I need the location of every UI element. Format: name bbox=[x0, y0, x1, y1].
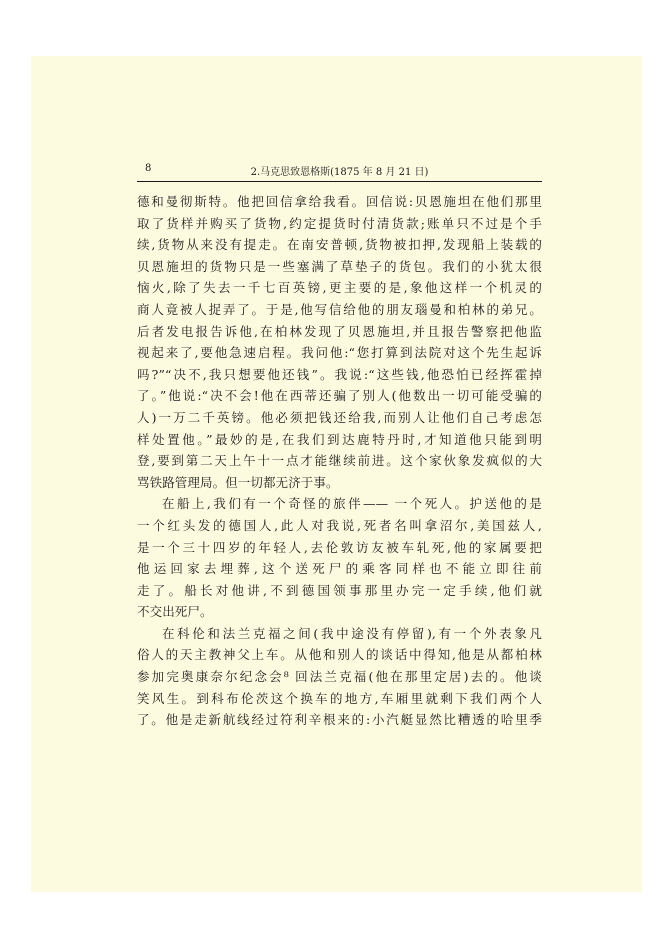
text-line: 参加完奥康奈尔纪念会⁸ 回法兰克福(他在那里定居)去的。他谈 bbox=[137, 669, 542, 685]
text-line: 在科伦和法兰克福之间(我中途没有停留),有一个外表象凡 bbox=[162, 625, 542, 641]
text-line: 后者发电报告诉他,在柏林发现了贝恩施坦,并且报告警察把他监 bbox=[137, 323, 542, 339]
body-text bbox=[137, 191, 542, 731]
text-line: 恼火,除了失去一千七百英镑,更主要的是,象他这样一个机灵的 bbox=[137, 280, 542, 296]
text-line: 了。”他说:“决不会!他在西蒂还骗了别人(他数出一切可能受骗的 bbox=[137, 388, 542, 404]
text-line: 走了。船长对他讲,不到德国领事那里办完一定手续,他们就 bbox=[137, 582, 542, 598]
text-line: 商人竟被人捉弄了。于是,他写信给他的朋友瑙曼和柏林的弟兄。 bbox=[137, 301, 542, 317]
page-number: 8 bbox=[145, 163, 152, 174]
paragraph-3 bbox=[137, 623, 542, 731]
text-line: 在船上,我们有一个奇怪的旅伴—— 一个死人。护送他的是 bbox=[162, 496, 542, 512]
text-line: 了。他是走新航线经过符利辛根来的:小汽艇显然比糟透的哈里季 bbox=[137, 712, 542, 728]
text-line: 续,货物从来没有提走。在南安普顿,货物被扣押,发现船上装载的 bbox=[137, 237, 542, 253]
page-header bbox=[137, 161, 542, 182]
text-line: 视起来了,要他急速启程。我问他:“您打算到法院对这个先生起诉 bbox=[137, 345, 542, 361]
text-line: 人)一万二千英镑。他必须把钱还给我,而别人让他们自己考虑怎 bbox=[137, 409, 542, 425]
paragraph-2 bbox=[137, 493, 542, 623]
paragraph-1 bbox=[137, 191, 542, 493]
text-line: 样处置他。”最妙的是,在我们到达鹿特丹时,才知道他只能到明 bbox=[137, 431, 542, 447]
text-line: 登,要到第二天上午十一点才能继续前进。这个家伙象发疯似的大 bbox=[137, 453, 542, 469]
text-line: 他运回家去埋葬,这个送死尸的乘客同样也不能立即往前 bbox=[137, 561, 542, 577]
text-line: 骂铁路管理局。但一切都无济于事。 bbox=[137, 474, 339, 490]
text-line: 贝恩施坦的货物只是一些塞满了草垫子的货包。我们的小犹太很 bbox=[137, 258, 542, 274]
text-line: 取了货样并购买了货物,约定提货时付清货款;账单只不过是个手 bbox=[137, 215, 542, 231]
text-line: 是一个三十四岁的年轻人,去伦敦访友被车轧死,他的家属要把 bbox=[137, 539, 542, 555]
running-head: 2.马克思致恩格斯(1875 年 8 月 21 日) bbox=[250, 167, 429, 178]
text-line: 笑风生。到科布伦茨这个换车的地方,车厢里就剩下我们两个人 bbox=[137, 690, 542, 706]
text-line: 德和曼彻斯特。他把回信拿给我看。回信说:贝恩施坦在他们那里 bbox=[137, 194, 542, 209]
text-line: 一个红头发的德国人,此人对我说,死者名叫拿沼尔,美国兹人, bbox=[137, 517, 542, 533]
text-line: 吗?”“决不,我只想要他还钱”。我说:“这些钱,他恐怕已经挥霍掉 bbox=[137, 366, 542, 382]
text-line: 不交出死尸。 bbox=[137, 604, 213, 620]
text-line: 俗人的天主教神父上车。从他和别人的谈话中得知,他是从都柏林 bbox=[137, 647, 542, 663]
